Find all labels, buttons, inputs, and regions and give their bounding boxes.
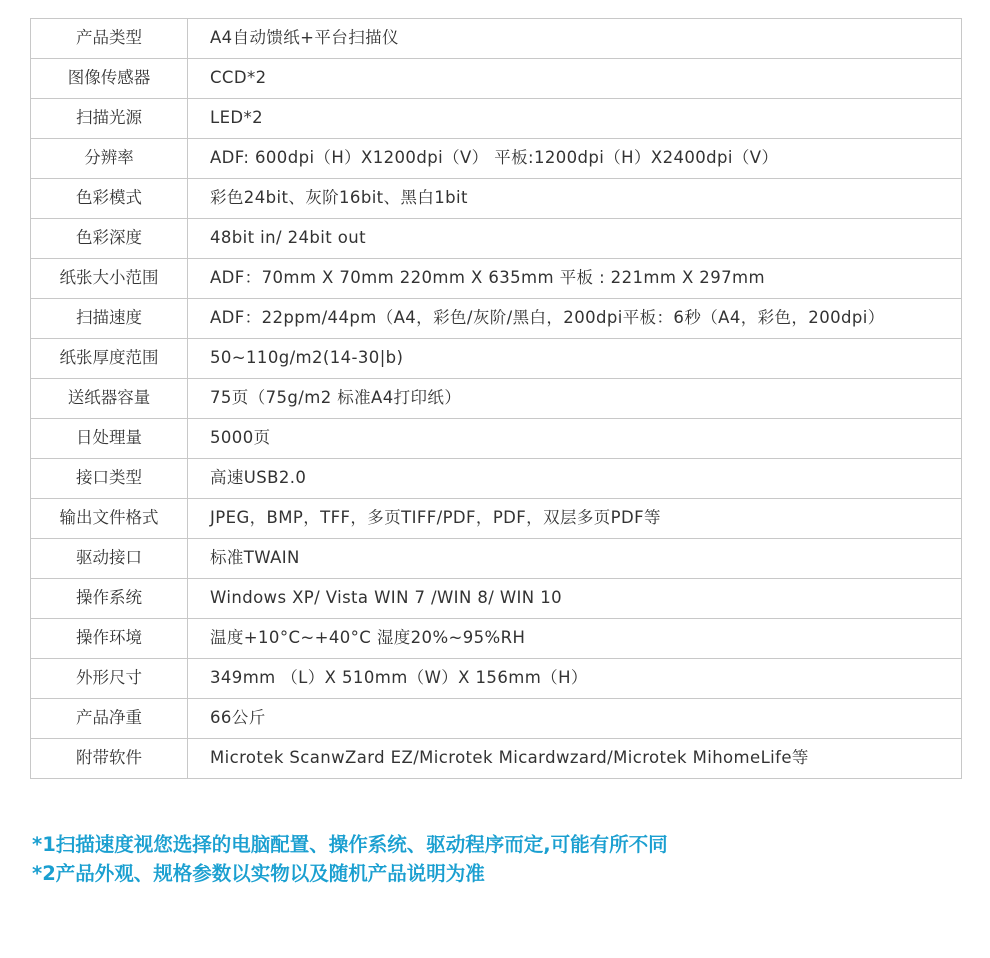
spec-value: 高速USB2.0 xyxy=(188,459,962,499)
spec-row xyxy=(31,459,962,499)
spec-row xyxy=(31,379,962,419)
spec-row xyxy=(31,59,962,99)
spec-label: 纸张大小范围 xyxy=(31,259,188,299)
spec-row xyxy=(31,699,962,739)
spec-value: ADF：22ppm/44pm（A4，彩色/灰阶/黑白，200dpi平板：6秒（A4，彩色，200dpi） xyxy=(188,299,962,339)
spec-label: 日处理量 xyxy=(31,419,188,459)
spec-label: 图像传感器 xyxy=(31,59,188,99)
spec-label: 扫描光源 xyxy=(31,99,188,139)
spec-value: ADF：70mm X 70mm 220mm X 635mm 平板 : 221mm X 297mm xyxy=(188,259,962,299)
spec-label: 外形尺寸 xyxy=(31,659,188,699)
spec-value: A4自动馈纸+平台扫描仪 xyxy=(188,19,962,59)
spec-label: 驱动接口 xyxy=(31,539,188,579)
spec-row xyxy=(31,499,962,539)
spec-value: ADF: 600dpi（H）X1200dpi（V） 平板:1200dpi（H）X2400dpi（V） xyxy=(188,139,962,179)
spec-label: 分辨率 xyxy=(31,139,188,179)
spec-label: 产品净重 xyxy=(31,699,188,739)
spec-row xyxy=(31,659,962,699)
spec-table-body xyxy=(31,19,962,779)
spec-row xyxy=(31,19,962,59)
spec-label: 扫描速度 xyxy=(31,299,188,339)
spec-row xyxy=(31,619,962,659)
footnotes xyxy=(32,830,668,888)
spec-value: 48bit in/ 24bit out xyxy=(188,219,962,259)
footnote-line: *1扫描速度视您选择的电脑配置、操作系统、驱动程序而定,可能有所不同 xyxy=(32,833,668,856)
spec-label: 输出文件格式 xyxy=(31,499,188,539)
spec-label: 色彩模式 xyxy=(31,179,188,219)
spec-row xyxy=(31,339,962,379)
spec-value: Microtek ScanwZard EZ/Microtek Micardwzard/Microtek MihomeLife等 xyxy=(188,739,962,779)
spec-row xyxy=(31,739,962,779)
spec-label: 送纸器容量 xyxy=(31,379,188,419)
spec-label: 操作环境 xyxy=(31,619,188,659)
spec-table xyxy=(30,18,962,779)
spec-label: 纸张厚度范围 xyxy=(31,339,188,379)
spec-row xyxy=(31,219,962,259)
spec-row xyxy=(31,299,962,339)
footnote-line: *2产品外观、规格参数以实物以及随机产品说明为准 xyxy=(32,862,485,885)
spec-value: 标准TWAIN xyxy=(188,539,962,579)
spec-value: 349mm （L）X 510mm（W）X 156mm（H） xyxy=(188,659,962,699)
spec-label: 接口类型 xyxy=(31,459,188,499)
spec-row xyxy=(31,579,962,619)
spec-value: LED*2 xyxy=(188,99,962,139)
spec-row xyxy=(31,99,962,139)
spec-value: 温度+10°C~+40°C 湿度20%~95%RH xyxy=(188,619,962,659)
spec-value: JPEG，BMP，TFF，多页TIFF/PDF，PDF，双层多页PDF等 xyxy=(188,499,962,539)
spec-value: 5000页 xyxy=(188,419,962,459)
spec-value: 50~110g/m2(14-30|b) xyxy=(188,339,962,379)
spec-row xyxy=(31,179,962,219)
spec-label: 产品类型 xyxy=(31,19,188,59)
spec-row xyxy=(31,139,962,179)
spec-row xyxy=(31,259,962,299)
spec-value: Windows XP/ Vista WIN 7 /WIN 8/ WIN 10 xyxy=(188,579,962,619)
spec-row xyxy=(31,419,962,459)
spec-label: 操作系统 xyxy=(31,579,188,619)
spec-row xyxy=(31,539,962,579)
spec-value: 66公斤 xyxy=(188,699,962,739)
spec-value: 彩色24bit、灰阶16bit、黑白1bit xyxy=(188,179,962,219)
spec-label: 附带软件 xyxy=(31,739,188,779)
spec-value: CCD*2 xyxy=(188,59,962,99)
spec-value: 75页（75g/m2 标准A4打印纸） xyxy=(188,379,962,419)
spec-label: 色彩深度 xyxy=(31,219,188,259)
